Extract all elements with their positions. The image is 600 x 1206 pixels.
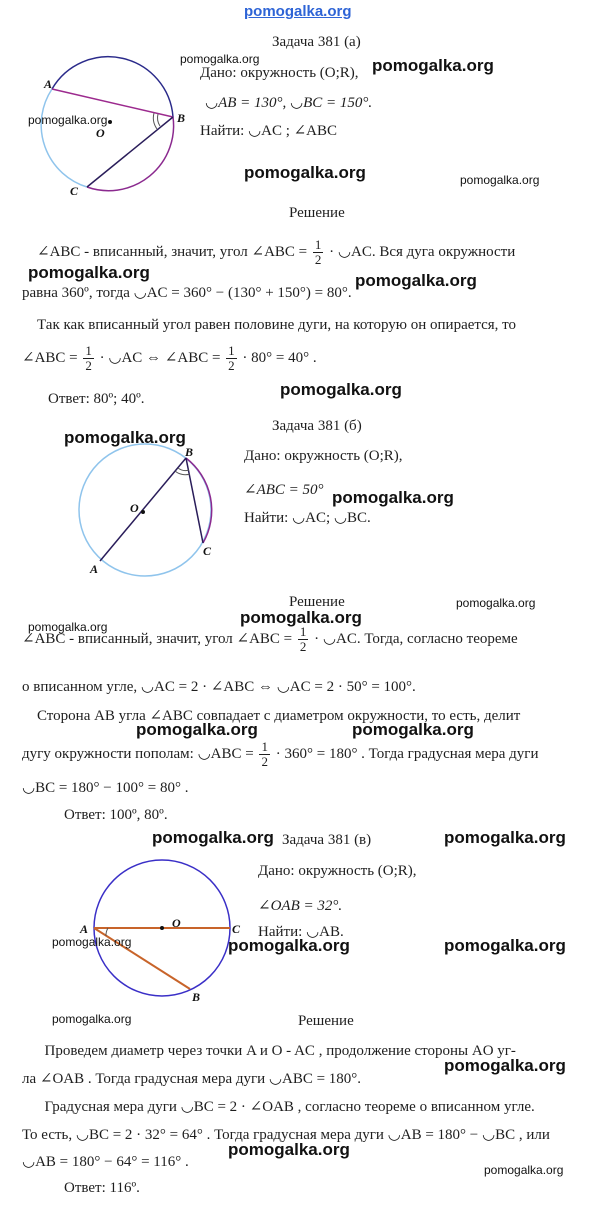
- watermark: pomogalka.org: [372, 56, 494, 75]
- watermark: pomogalka.org: [52, 1012, 132, 1026]
- task-c-given-line1: Дано: окружность (O;R),: [258, 863, 417, 879]
- task-a-label-c: C: [70, 184, 79, 198]
- watermark: pomogalka.org: [444, 936, 566, 955]
- task-a-answer: Ответ: 80º; 40º.: [48, 391, 145, 407]
- task-b-solution-p1-cont: о вписанном угле, ◡AC = 2 · ∠ABC ⇔ ◡AC = 2 · 50° = 100°.: [22, 679, 416, 695]
- watermark: pomogalka.org: [240, 608, 362, 627]
- watermark: pomogalka.org: [228, 1140, 350, 1159]
- task-c-answer: Ответ: 116º.: [64, 1180, 140, 1196]
- fraction-half: $\frac{1}{2}$: [314, 237, 322, 267]
- watermark: pomogalka.org: [244, 163, 366, 182]
- task-a-solution-p3: ∠ABC = $\frac{1}{2}$ · ◡AC ⇔ ∠ABC = $\frac{1}{2}$ · 80° = 40° .: [22, 343, 317, 373]
- watermark: pomogalka.org: [28, 113, 108, 127]
- task-a-solution-title: Решение: [289, 205, 345, 221]
- watermark: pomogalka.org: [228, 936, 350, 955]
- task-c-label-b: B: [192, 990, 201, 1004]
- task-b-solution-p2: Сторона AB угла ∠ABC совпадает с диаметром окружности, то есть, делит: [37, 708, 521, 724]
- task-b-solution-p2-cont: дугу окружности пополам: ◡ABC = $\frac{1}{2}$ · 360° = 180° . Тогда градусная мера дуги: [22, 739, 539, 769]
- watermark: pomogalka.org: [484, 1163, 564, 1177]
- task-c-label-c: C: [232, 922, 241, 936]
- task-b-chord-bc: [186, 458, 203, 543]
- task-a-title: Задача 381 (а): [272, 34, 361, 50]
- watermark: pomogalka.org: [460, 173, 540, 187]
- watermark: pomogalka.org: [28, 263, 150, 282]
- watermark: pomogalka.org: [280, 380, 402, 399]
- task-c-solution-p1: Проведем диаметр через точки A и O - AC , продолжение стороны AO уг-: [44, 1043, 516, 1059]
- task-b-title: Задача 381 (б): [272, 418, 362, 434]
- task-b-angle-mark-2: [175, 471, 190, 475]
- task-c-find: Найти: ◡AB.: [258, 924, 344, 940]
- fraction-half: $\frac{1}{2}$: [261, 739, 268, 769]
- task-c-label-o: O: [172, 916, 181, 930]
- task-b-answer: Ответ: 100º, 80º.: [64, 807, 168, 823]
- fraction-half: $\frac{1}{2}$: [85, 343, 92, 373]
- task-a-given-line1: Дано: окружность (O;R),: [200, 65, 359, 81]
- task-c-label-a: A: [80, 922, 89, 936]
- task-b-label-b: B: [185, 445, 194, 459]
- task-c-solution-p2-cont: То есть, ◡BC = 2 · 32° = 64° . Тогда градусная мера дуги ◡AB = 180° − ◡BC , или: [22, 1127, 550, 1143]
- watermark: pomogalka.org: [332, 488, 454, 507]
- task-a-diagram: [40, 60, 190, 200]
- task-a-center-point: [108, 120, 112, 124]
- task-a-label-b: B: [177, 111, 186, 125]
- task-c-solution-p2: Градусная мера дуги ◡BC = 2 · ∠OAB , согласно теореме о вписанном угле.: [44, 1099, 535, 1115]
- task-c-solution-p2-end: ◡AB = 180° − 64° = 116° .: [22, 1154, 189, 1170]
- task-a-solution-p1-cont: равна 360º, тогда ◡AC = 360° − (130° + 150°) = 80°.: [22, 285, 352, 301]
- task-a-arc-ac: [41, 89, 87, 187]
- watermark: pomogalka.org: [180, 52, 260, 66]
- task-a-solution-p1: ∠ABC - вписанный, значит, угол ∠ABC = $\frac{1}{2}$ · ◡AC. Вся дуга окружности: [37, 237, 516, 267]
- task-b-given-angle: ∠ABC = 50°: [244, 482, 324, 498]
- task-b-solution-p1: ∠ABC - вписанный, значит, угол ∠ABC = $\frac{1}{2}$ · ◡AC. Тогда, согласно теореме: [22, 624, 518, 654]
- task-a-angle-mark-2: [153, 113, 157, 129]
- task-b-given-line1: Дано: окружность (O;R),: [244, 448, 403, 464]
- task-a-angle-mark: [158, 114, 160, 126]
- fraction-half: $\frac{1}{2}$: [299, 624, 307, 654]
- task-a-solution-p2: Так как вписанный угол равен половине дуги, на которую он опирается, то: [37, 317, 517, 333]
- task-b-circle: [79, 444, 211, 576]
- watermark: pomogalka.org: [28, 620, 108, 634]
- task-c-center-point: [160, 926, 164, 930]
- task-c-solution-p1-cont: ла ∠OAB . Тогда градусная мера дуги ◡ABC = 180°.: [22, 1071, 362, 1087]
- task-b-label-c: C: [203, 544, 212, 558]
- task-a-label-o: O: [96, 126, 105, 140]
- task-b-label-o: O: [130, 501, 139, 515]
- task-c-title: Задача 381 (в): [282, 832, 372, 848]
- task-b-chord-ab: [100, 458, 186, 561]
- task-a-label-a: A: [44, 77, 53, 91]
- task-a-find: Найти: ◡AC ; ∠ABC: [200, 123, 338, 139]
- task-b-solution-p2-end: ◡BC = 180° − 100° = 80° .: [22, 780, 189, 796]
- watermark: pomogalka.org: [355, 271, 477, 290]
- fraction-half: $\frac{1}{2}$: [228, 343, 235, 373]
- task-a-arc-ab: [52, 57, 173, 117]
- task-b-diagram: [70, 440, 230, 590]
- watermark: pomogalka.org: [352, 720, 474, 739]
- task-c-given-angle: ∠OAB = 32°.: [258, 898, 343, 914]
- watermark: pomogalka.org: [136, 720, 258, 739]
- watermark: pomogalka.org: [444, 1056, 566, 1075]
- watermark: pomogalka.org: [444, 828, 566, 847]
- site-header-link[interactable]: pomogalka.org: [244, 3, 352, 20]
- task-b-find: Найти: ◡AC; ◡BC.: [244, 510, 371, 526]
- task-b-solution-title: Решение: [289, 594, 345, 610]
- task-c-solution-title: Решение: [298, 1013, 354, 1029]
- watermark: pomogalka.org: [64, 428, 186, 447]
- task-c-diagram: [80, 855, 250, 1010]
- task-b-label-a: A: [90, 562, 99, 576]
- watermark: pomogalka.org: [152, 828, 274, 847]
- watermark: pomogalka.org: [456, 596, 536, 610]
- watermark: pomogalka.org: [52, 935, 132, 949]
- task-a-given-arcs: ◡AB = 130°, ◡BC = 150°.: [205, 95, 373, 111]
- task-b-center-point: [141, 510, 145, 514]
